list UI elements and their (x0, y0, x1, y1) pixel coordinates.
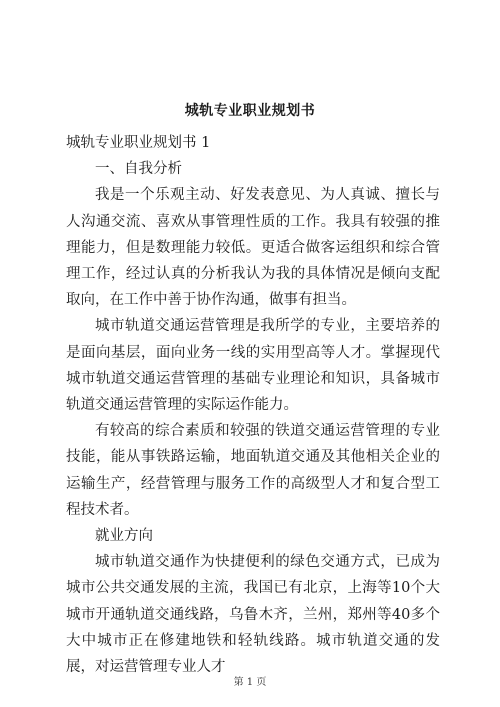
document-body (66, 130, 440, 680)
paragraph: 城市轨道交通运营管理是我所学的专业，主要培养的是面向基层，面向业务一线的实用型高等人才。掌握现代城市轨道交通运营管理的基础专业理论和知识，具备城市轨道交通运营管理的实际运作能力。 (66, 318, 440, 414)
section-heading: 一、自我分析 (95, 161, 182, 178)
document-title: 城轨专业职业规划书 (184, 103, 316, 119)
paragraph: 我是一个乐观主动、好发表意见、为人真诚、擅长与人沟通交流、喜欢从事管理性质的工作。我具有较强的推理能力，但是数理能力较低。更适合做客运组织和综合管理工作，经过认真的分析我认为我的具体情况是倾向支配取向，在工作中善于协作沟通，做事有担当。 (66, 187, 440, 309)
paragraph: 有较高的综合素质和较强的铁道交通运营管理的专业技能，能从事铁路运输，地面轨道交通及其他相关企业的运输生产，经营管理与服务工作的高级型人才和复合型工程技术者。 (66, 423, 440, 518)
paragraph: 城轨专业职业规划书 1 (66, 135, 211, 151)
paragraph: 城市轨道交通作为快捷便利的绿色交通方式，已成为城市公共交通发展的主流，我国已有北京，上海等10个大城市开通轨道交通线路，乌鲁木齐，兰州，郑州等40多个大中城市正在修建地铁和轻轨线路。城市轨道交通的发展，对运营管理专业人才 (66, 554, 440, 676)
section-heading: 就业方向 (95, 528, 153, 545)
page-number: 第 1 页 (233, 677, 267, 688)
